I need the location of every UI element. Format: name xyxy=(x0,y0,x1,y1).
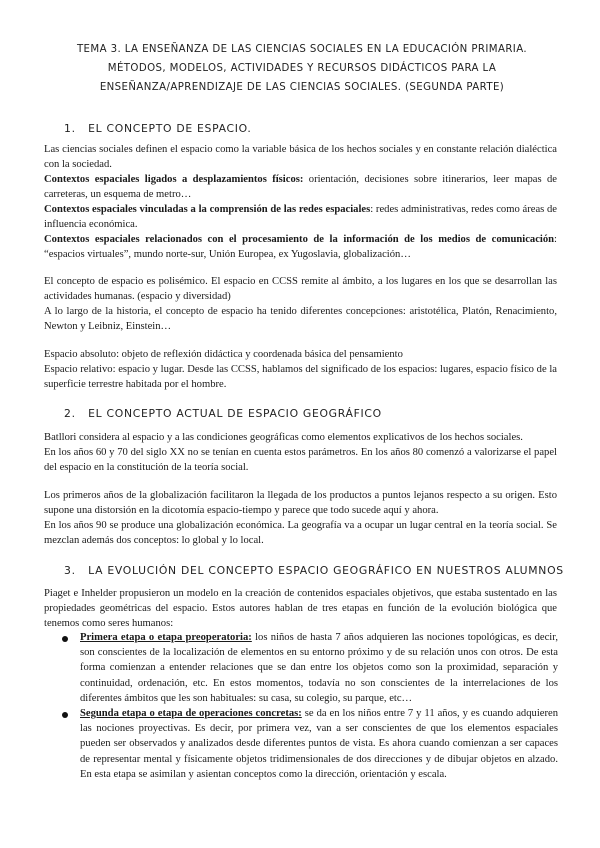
section-1-item-1-label: Contextos espaciales ligados a desplazamientos físicos: xyxy=(44,174,304,185)
section-1-paragraph-4: Espacio absoluto: objeto de reflexión didáctica y coordenada básica del pensamiento xyxy=(44,349,403,360)
bullet-icon xyxy=(62,712,68,718)
section-3-bullet-1 xyxy=(80,630,558,706)
section-3-number: 3. xyxy=(64,564,76,577)
section-3-bullet-2 xyxy=(80,706,558,782)
section-2-paragraph-3: Los primeros años de la globalización facilitaron la llegada de los productos a puntos lejanos respecto a su origen. Esto supone una distorsión en la dicotomía espacio-tiempo y parece que todo sucede aquí y ahora. xyxy=(44,490,557,517)
section-1-item-2 xyxy=(44,202,557,232)
section-1-item-3-text: : “espacios virtuales”, mundo norte-sur, Unión Europea, ex Yugoslavia, globalización… xyxy=(44,234,557,261)
section-1-item-2-text: : redes administrativas, redes como áreas de influencia económica. xyxy=(44,204,558,231)
section-3-bullet-2-text: se da en los niños entre 7 y 11 años, y es cuando adquieren las nociones proyectivas. Es decir, por primera vez, van a ser conscientes de que los elementos espaciales pueden ser observados y analizados desde diferentes puntos de vista. Es ahora cuando comienzan a ser capaces de representar mental y físicamente objetos tridimensionales de dos direcciones y de dibujar objetos en alzado. En esta etapa se asimilan y asientan conceptos como la dirección, orientación y escala. xyxy=(80,708,558,780)
bullet-icon xyxy=(62,636,68,642)
section-1-heading xyxy=(64,122,252,135)
section-1-item-1-text: orientación, decisiones sobre itinerarios, leer mapas de carreteras, un esquema de metro… xyxy=(44,174,557,201)
section-3-heading xyxy=(64,564,564,577)
section-3-intro: Piaget e Inhelder propusieron un modelo en la creación de contenidos espaciales objetivos, que estaba sustentado en las propiedades geométricas del espacio. Estos autores hablan de tres etapas en función de la evolución biológica que tenemos como seres humanos: xyxy=(44,588,557,630)
section-3-bullet-1-text: los niños de hasta 7 años adquieren las nociones topológicas, es decir, son conscientes de la localización de elementos en su entorno próximo y de su relación unos con otros. De esta forma comienzan a entender relaciones que se dan entre los objetos como son la proximidad, separación y continuidad, ordenación, etc. En estos momentos, todavía no son conscientes de la interrelaciones de los diferentes ámbitos que les son habituales: su casa, su colegio, su parque, etc… xyxy=(80,632,558,704)
section-1-item-3 xyxy=(44,232,557,262)
section-1-paragraph-2: El concepto de espacio es polisémico. El espacio en CCSS remite al ámbito, a los lugares en los que se desarrollan las actividades humanas. (espacio y diversidad) xyxy=(44,276,557,303)
section-2-paragraph-4: En los años 90 se produce una globalización económica. La geografía va a ocupar un lugar central en la teoría social. Se mezclan además dos conceptos: lo global y lo local. xyxy=(44,520,557,547)
section-1-title: EL CONCEPTO DE ESPACIO. xyxy=(88,122,252,135)
section-2-number: 2. xyxy=(64,407,76,420)
section-1-item-1 xyxy=(44,172,557,202)
section-1-intro: Las ciencias sociales definen el espacio como la variable básica de los hechos sociales y en constante relación dialéctica con la sociedad. xyxy=(44,144,557,171)
section-3-bullet-2-label: Segunda etapa o etapa de operaciones concretas: xyxy=(80,708,302,719)
document-title: TEMA 3. LA ENSEÑANZA DE LAS CIENCIAS SOCIALES EN LA EDUCACIÓN PRIMARIA. MÉTODOS, MODELOS, ACTIVIDADES Y RECURSOS DIDÁCTICOS PARA LA ENSEÑANZA/APRENDIZAJE DE LAS CIENCIAS SOCIALES. (SEGUNDA PARTE) xyxy=(76,44,528,93)
section-1-item-2-label: Contextos espaciales vinculadas a la comprensión de las redes espaciales xyxy=(44,204,371,215)
section-2-heading xyxy=(64,407,382,420)
section-1-paragraph-3: A lo largo de la historia, el concepto de espacio ha tenido diferentes concepciones: aristotélica, Platón, Renacimiento, Newton y Leibniz, Einstein… xyxy=(44,306,557,333)
section-2-paragraph-2: En los años 60 y 70 del siglo XX no se tenían en cuenta estos parámetros. En los años 80 comenzó a valorizarse el papel del espacio en la constitución de la teoría social. xyxy=(44,447,557,474)
section-2-title: EL CONCEPTO ACTUAL DE ESPACIO GEOGRÁFICO xyxy=(88,407,382,420)
section-1-item-3-label: Contextos espaciales relacionados con el procesamiento de la información de los medios de comunicación xyxy=(44,234,555,245)
section-3-title: LA EVOLUCIÓN DEL CONCEPTO ESPACIO GEOGRÁFICO EN NUESTROS ALUMNOS xyxy=(88,564,564,577)
section-1-number: 1. xyxy=(64,122,76,135)
section-1-paragraph-5: Espacio relativo: espacio y lugar. Desde las CCSS, hablamos del significado de los espacios: lugares, espacio físico de la superficie terrestre habitada por el hombre. xyxy=(44,364,557,391)
section-2-paragraph-1: Batllori considera al espacio y a las condiciones geográficas como elementos explicativos de los hechos sociales. xyxy=(44,432,523,443)
section-3-bullet-1-label: Primera etapa o etapa preoperatoria: xyxy=(80,632,252,643)
